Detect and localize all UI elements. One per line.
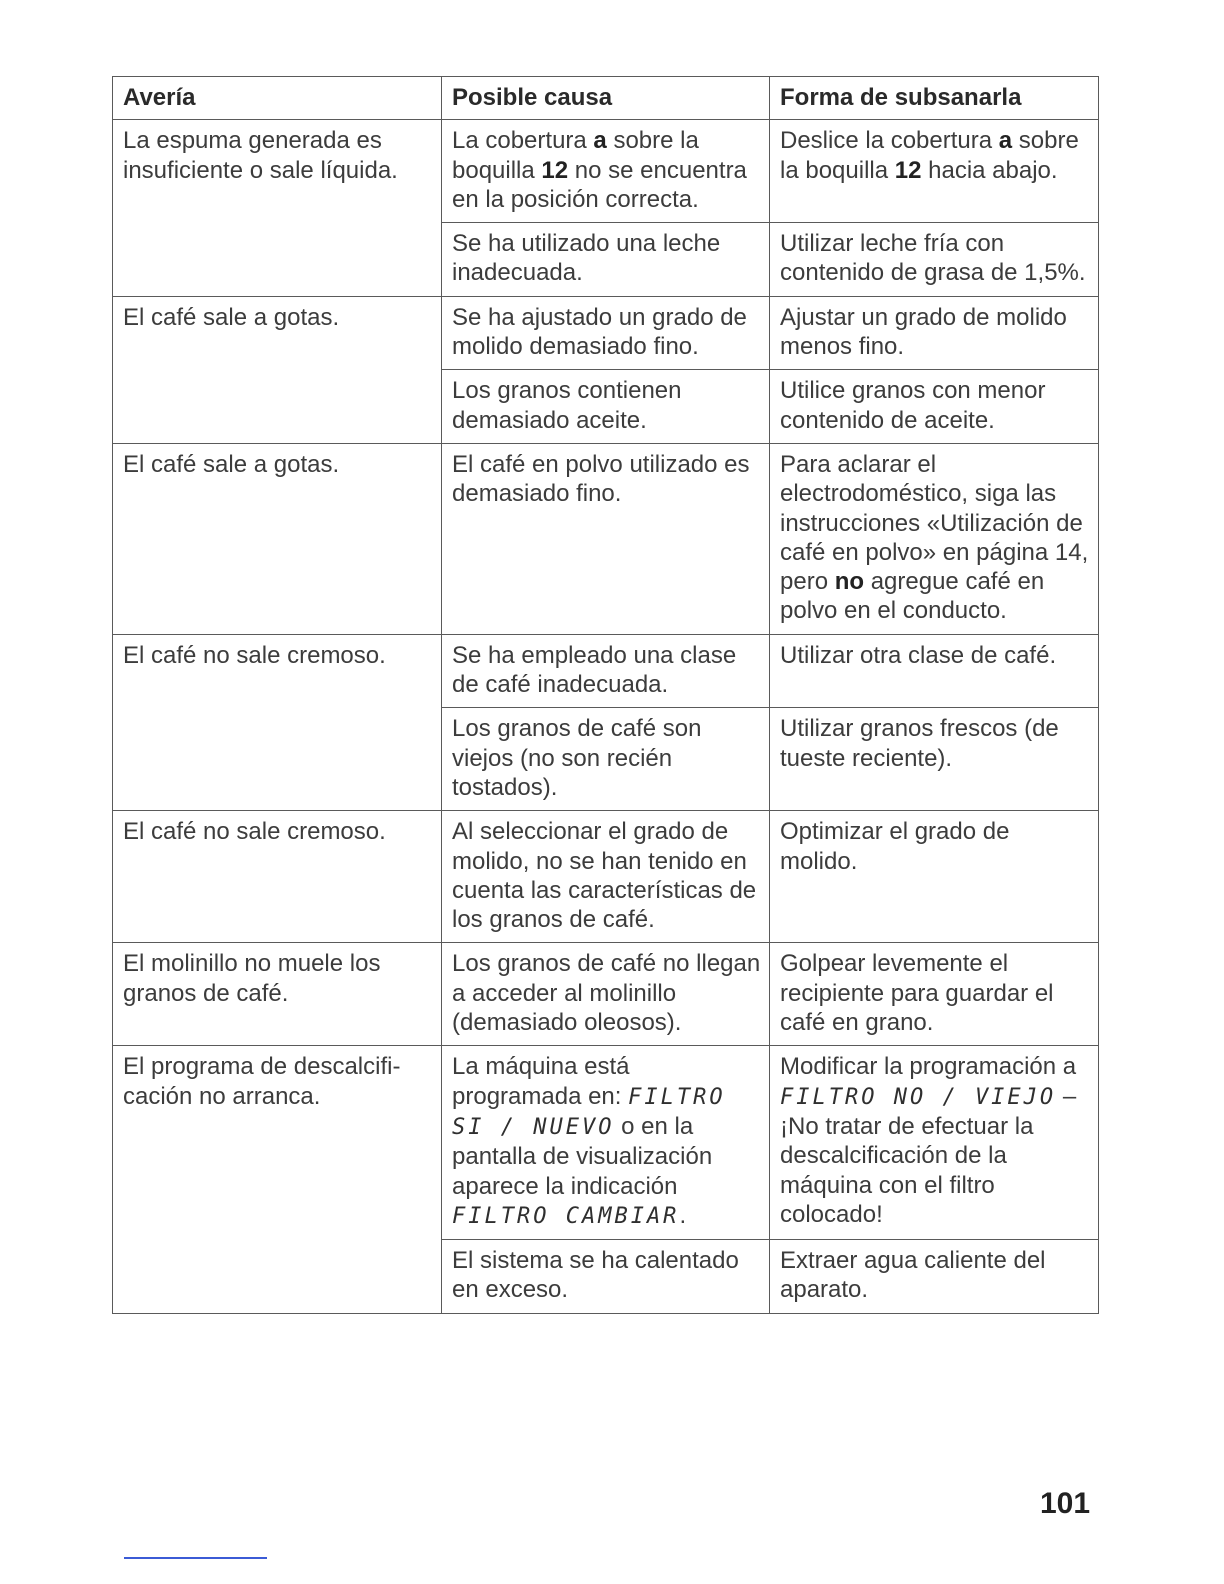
fault-cell: El café sale a gotas. [113,296,442,443]
header-cause: Posible causa [442,77,770,120]
remedy-cell: Para aclarar el electrodoméstico, siga las instrucciones «Utilización de café en polvo» en página 14, pero no agregue café en polvo en el conducto. [770,443,1099,634]
lcd-display-text: FILTRO SI / NUEVO [452,1084,726,1140]
troubleshooting-table [112,76,1099,1314]
cause-cell: Se ha empleado una clase de café inadecuada. [442,634,770,708]
fault-cell: El café no sale cremoso. [113,811,442,943]
fault-cell: El programa de descalcifi-cación no arranca. [113,1046,442,1313]
header-fault: Avería [113,77,442,120]
remedy-cell: Utilice granos con menor contenido de aceite. [770,370,1099,444]
lcd-display-text: FILTRO NO / VIEJO [780,1084,1057,1110]
remedy-cell: Modificar la programación a FILTRO NO / VIEJO – ¡No tratar de efectuar la descalcificación de la máquina con el filtro colocado! [770,1046,1099,1240]
remedy-cell: Deslice la cobertura a sobre la boquilla 12 hacia abajo. [770,120,1099,223]
cause-cell: Se ha ajustado un grado de molido demasiado fino. [442,296,770,370]
remedy-cell: Ajustar un grado de molido menos fino. [770,296,1099,370]
fault-cell: El café no sale cremoso. [113,634,442,810]
page-number: 101 [1040,1487,1091,1520]
lcd-display-text: FILTRO CAMBIAR [452,1203,680,1229]
remedy-cell: Utilizar leche fría con contenido de grasa de 1,5%. [770,223,1099,297]
remedy-cell: Golpear levemente el recipiente para guardar el café en grano. [770,943,1099,1046]
cause-cell: Los granos de café no llegan a acceder al molinillo (demasiado oleosos). [442,943,770,1046]
cause-cell: Se ha utilizado una leche inadecuada. [442,223,770,297]
remedy-cell: Utilizar otra clase de café. [770,634,1099,708]
header-remedy: Forma de subsanarla [770,77,1099,120]
table-row [113,1046,1099,1240]
cause-cell: El café en polvo utilizado es demasiado fino. [442,443,770,634]
fault-cell: El café sale a gotas. [113,443,442,634]
table-row [113,443,1099,634]
table-row [113,296,1099,370]
cause-cell: Los granos contienen demasiado aceite. [442,370,770,444]
table-header-row [113,77,1099,120]
table-row [113,943,1099,1046]
remedy-cell: Extraer agua caliente del aparato. [770,1240,1099,1314]
remedy-cell: Utilizar granos frescos (de tueste reciente). [770,708,1099,811]
fault-cell: La espuma generada es insuficiente o sale líquida. [113,120,442,296]
footer-rule [124,1557,267,1559]
remedy-cell: Optimizar el grado de molido. [770,811,1099,943]
cause-cell: Los granos de café son viejos (no son recién tostados). [442,708,770,811]
table-row [113,634,1099,708]
cause-cell: La máquina está programada en: FILTRO SI / NUEVO o en la pantalla de visualización aparece la indicación FILTRO CAMBIAR. [442,1046,770,1240]
table-row [113,811,1099,943]
table-row [113,120,1099,223]
cause-cell: El sistema se ha calentado en exceso. [442,1240,770,1314]
cause-cell: La cobertura a sobre la boquilla 12 no se encuentra en la posición correcta. [442,120,770,223]
fault-cell: El molinillo no muele los granos de café. [113,943,442,1046]
cause-cell: Al seleccionar el grado de molido, no se han tenido en cuenta las características de los granos de café. [442,811,770,943]
